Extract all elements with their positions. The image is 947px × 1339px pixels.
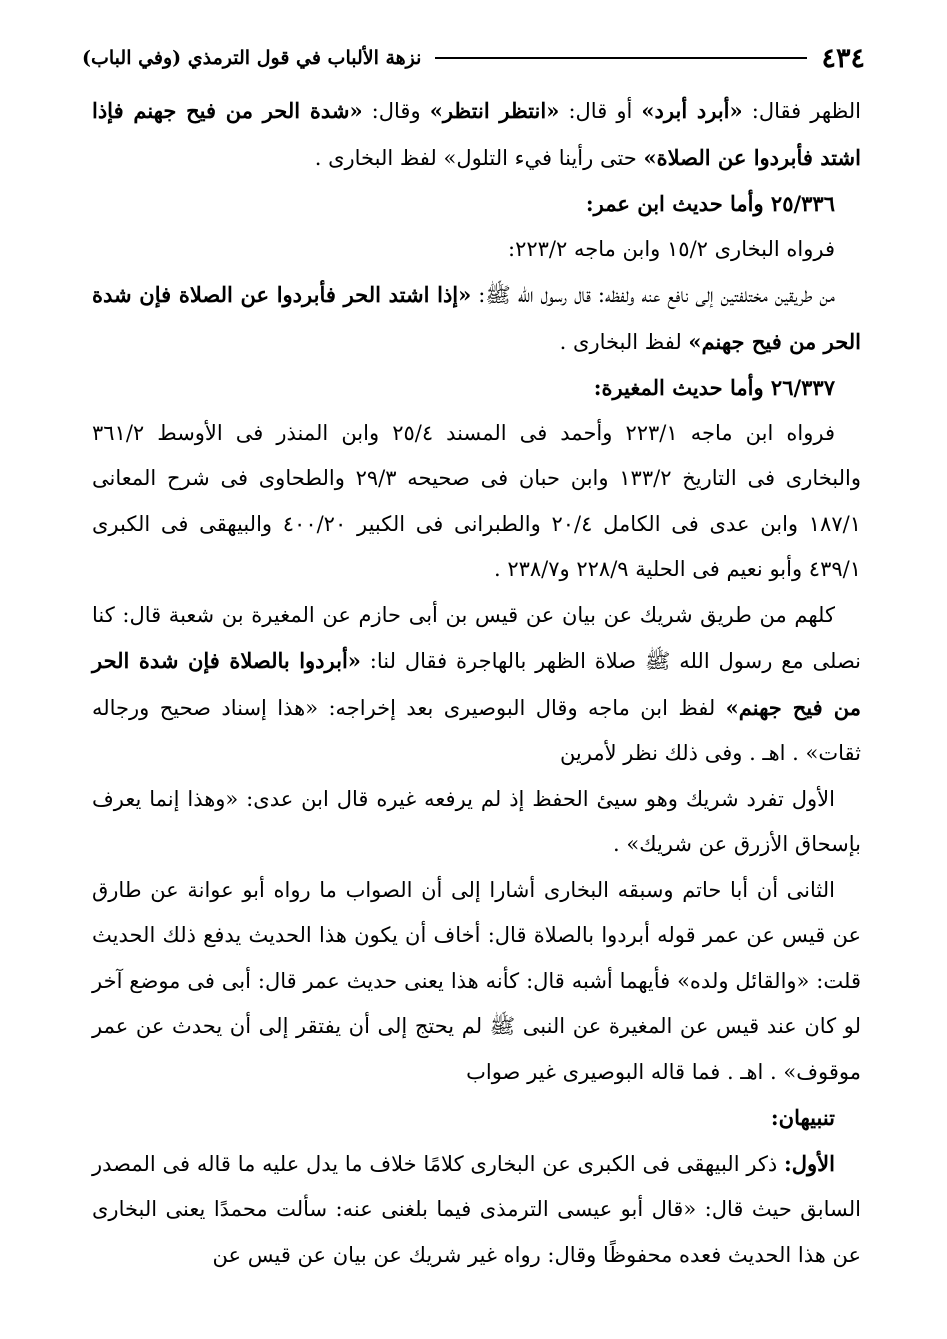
- paragraph: [92, 227, 861, 273]
- bold-text: تنبيهان:: [770, 1105, 835, 1130]
- text-run: فرواه البخارى ١٥/٢ وابن ماجه ٢٢٣/٢:: [508, 236, 835, 261]
- header-rule: [435, 57, 807, 59]
- bold-text: «إذا اشتد الحر فأبردوا عن الصلاة فإن شدة الحر من فيح جهنم»: [92, 282, 861, 354]
- bold-text: «شدة الحر من فيح جهنم فإذا اشتد فأبردوا عن الصلاة»: [92, 98, 861, 170]
- section-heading: [92, 365, 861, 411]
- bold-text: ٢٦/٣٣٧ وأما حديث المغيرة:: [593, 375, 835, 400]
- bold-text: «انتظر انتظر»: [429, 98, 560, 123]
- paragraph: [92, 593, 861, 777]
- paragraph: [92, 411, 861, 593]
- text-run: ذكر البيهقى فى الكبرى عن البخارى كلامًا خلاف ما يدل عليه ما قاله فى المصدر السابق حيث قال: «قال أبو عيسى الترمذى فيما بلغنى عنه: سألت محمدًا يعنى البخارى عن هذا الحديث فعده محفوظًا وقال: رواه غير شريك عن بيان عن قيس عن: [92, 1151, 861, 1267]
- paragraph: [92, 88, 861, 181]
- bold-text: ٢٥/٣٣٦ وأما حديث ابن عمر:: [585, 191, 835, 216]
- paragraph: [92, 272, 861, 365]
- page-body: [92, 88, 861, 1278]
- text-run: الثانى أن أبا حاتم وسبقه البخارى أشارا إلى أن الصواب ما رواه أبو عوانة عن طارق عن قيس عن عمر قوله أبردوا بالصلاة قال: أخاف أن يكون هذا الحديث يدفع ذلك الحديث قلت: «والقائل ولده» فأيهما أشبه قال: كأنه هذا يعنى حديث عمر قال: أبى فى موضع آخر لو كان عند قيس عن المغيرة عن النبى ﷺ لم يحتج إلى أن يفتقر إلى أن يحدث عن عمر موقوف» . اهـ . فما قاله البوصيرى غير صواب: [92, 877, 861, 1084]
- text-run: من طريقين مختلفتين إلى نافع عنه ولفظه: قال رسول الله ﷺ:: [471, 283, 835, 307]
- section-heading: [92, 1095, 861, 1141]
- text-run: وقال:: [362, 99, 430, 123]
- bold-text: الأول:: [784, 1150, 835, 1176]
- page-number: ٤٣٤: [821, 42, 865, 74]
- bold-text: «أبرد أبرد»: [641, 98, 743, 123]
- text-run: حتى رأينا فيء التلول» لفظ البخارى .: [314, 145, 644, 170]
- running-title: نزهة الألباب في قول الترمذي (وفي الباب): [82, 47, 422, 69]
- section-heading: [92, 181, 861, 227]
- paragraph: [92, 777, 861, 868]
- text-run: كلهم من طريق شريك عن بيان عن قيس بن أبى حازم عن المغيرة بن شعبة قال: كنا نصلى مع رسول الله ﷺ صلاة الظهر بالهاجرة فقال لنا:: [92, 602, 861, 673]
- page-header: [82, 38, 865, 78]
- text-run: لفظ ابن ماجه وقال البوصيرى بعد إخراجه: «هذا إسناد صحيح ورجاله ثقات» . اهـ . وفى ذلك نظر لأمرين: [92, 695, 861, 765]
- paragraph: [92, 868, 861, 1096]
- text-run: الأول تفرد شريك وهو سيئ الحفظ إذ لم يرفعه غيره قال ابن عدى: «وهذا إنما يعرف بإسحاق الأزرق عن شريك» .: [92, 786, 861, 856]
- text-run: أو قال:: [559, 99, 642, 123]
- bold-text: «أبردوا بالصلاة فإن شدة الحر من فيح جهنم»: [92, 648, 861, 720]
- text-run: الظهر فقال:: [742, 99, 861, 123]
- paragraph: [92, 1141, 861, 1279]
- text-run: فرواه ابن ماجه ٢٢٣/١ وأحمد فى المسند ٢٥/٤ وابن المنذر فى الأوسط ٣٦١/٢ والبخارى فى التاريخ ١٣٣/٢ وابن حبان فى صحيحه ٢٩/٣ والطحاوى فى شرح المعانى ١٨٧/١ وابن عدى فى الكامل ٢٠/٤ والطبرانى فى الكبير ٤٠٠/٢٠ والبيهقى فى الكبرى ٤٣٩/١ وأبو نعيم فى الحلية ٢٢٨/٩ و٢٣٨/٧ .: [92, 420, 861, 581]
- text-run: لفظ البخارى .: [559, 329, 689, 354]
